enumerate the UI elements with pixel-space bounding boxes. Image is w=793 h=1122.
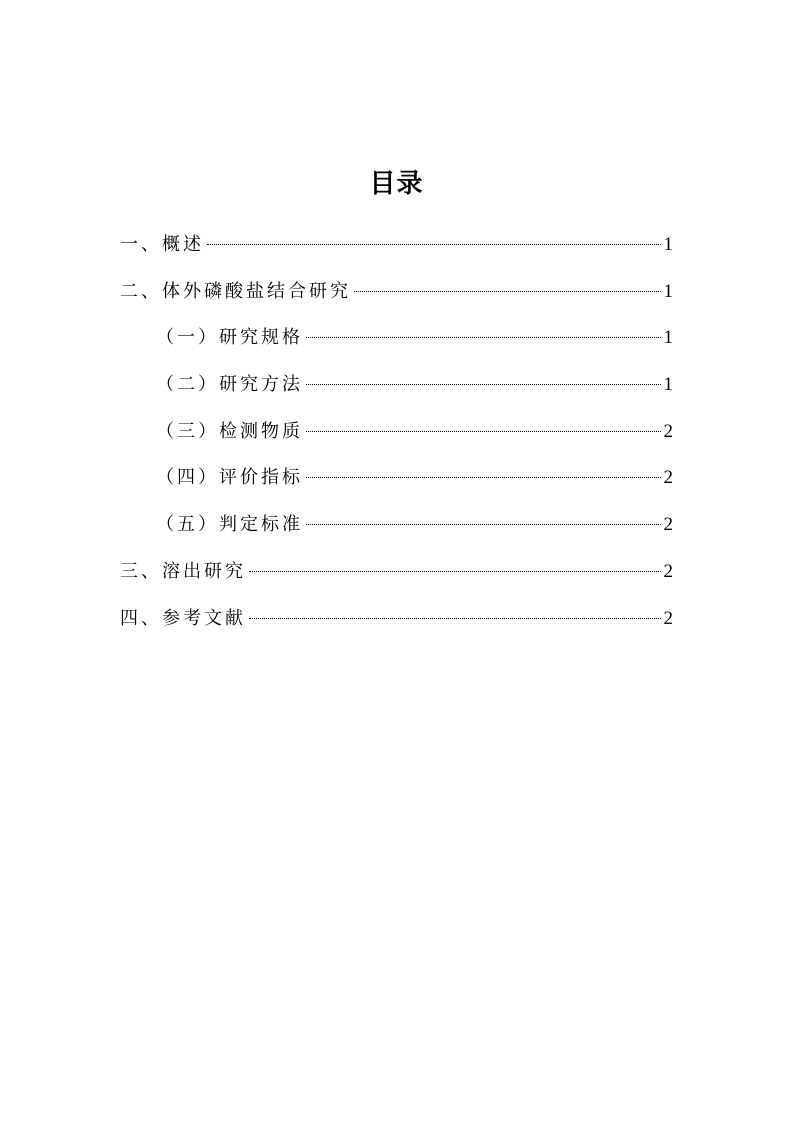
dot-leader (306, 431, 661, 432)
dot-leader (354, 291, 661, 292)
toc-entry-label: 二、体外磷酸盐结合研究 (120, 280, 351, 302)
toc-entry-label: （一）研究规格 (156, 327, 303, 349)
toc-entry-test-substance[interactable] (120, 416, 673, 463)
toc-entry-label: 三、溶出研究 (120, 560, 246, 582)
toc-entry-label: （五）判定标准 (156, 514, 303, 536)
dot-leader (207, 244, 661, 245)
dot-leader (249, 618, 661, 619)
toc-entry-overview[interactable] (120, 229, 673, 276)
dot-leader (306, 477, 661, 478)
toc-entry-label: （三）检测物质 (156, 420, 303, 442)
toc-list (120, 229, 673, 649)
toc-entry-evaluation-index[interactable] (120, 462, 673, 509)
toc-entry-page: 2 (663, 514, 673, 536)
toc-entry-dissolution-study[interactable] (120, 556, 673, 603)
toc-entry-references[interactable] (120, 603, 673, 650)
toc-entry-judgment-criteria[interactable] (120, 509, 673, 556)
toc-entry-page: 1 (663, 234, 673, 255)
dot-leader (306, 384, 661, 385)
toc-entry-page: 1 (663, 280, 673, 302)
toc-title: 目录 (369, 169, 424, 199)
toc-entry-label: 一、概述 (120, 234, 204, 255)
dot-leader (249, 571, 661, 572)
toc-entry-page: 1 (663, 327, 673, 349)
dot-leader (306, 524, 661, 525)
toc-entry-page: 2 (663, 607, 673, 629)
toc-entry-study-specification[interactable] (120, 322, 673, 369)
dot-leader (306, 337, 661, 338)
toc-entry-label: （二）研究方法 (156, 374, 303, 396)
toc-entry-page: 2 (663, 560, 673, 582)
toc-entry-study-method[interactable] (120, 369, 673, 416)
toc-entry-page: 2 (663, 467, 673, 489)
toc-entry-label: （四）评价指标 (156, 467, 303, 489)
toc-entry-label: 四、参考文献 (120, 607, 246, 629)
toc-entry-phosphate-binding-study[interactable] (120, 276, 673, 323)
toc-entry-page: 1 (663, 374, 673, 396)
toc-entry-page: 2 (663, 420, 673, 442)
